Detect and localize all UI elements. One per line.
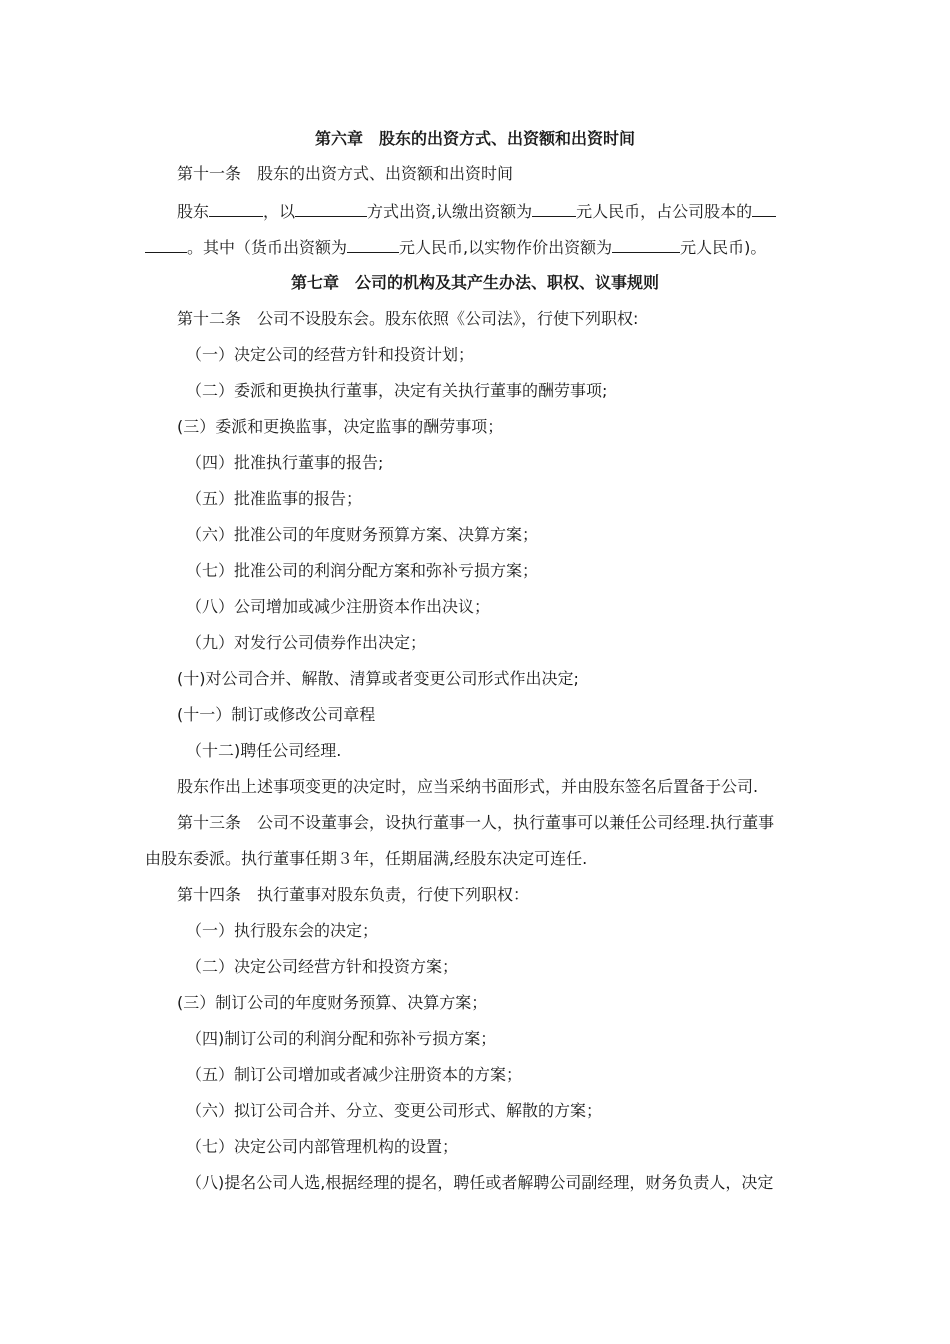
blank-share-percent-a [752, 200, 776, 217]
article-14: 第十四条 执行董事对股东负责，行使下列职权： [177, 885, 530, 904]
article-11: 第十一条 股东的出资方式、出资额和出资时间 [177, 164, 514, 183]
art12-item-5: （五）批准监事的报告； [186, 489, 363, 508]
art12-item-2: （二）委派和更换执行董事，决定有关执行董事的酬劳事项; [186, 381, 608, 400]
blank-subscribed-amount [532, 200, 576, 217]
fill-line-1: 股东 ，以 方式出资,认缴出资额为 元人民币，占公司股本的 [177, 200, 776, 224]
art14-item-8: （八)提名公司人选,根据经理的提名，聘任或者解聘公司副经理，财务负责人，决定 [186, 1173, 774, 1192]
art14-item-1: （一）执行股东会的决定； [186, 921, 379, 940]
art12-note: 股东作出上述事项变更的决定时，应当采纳书面形式，并由股东签名后置备于公司. [177, 777, 759, 796]
art12-item-3: (三）委派和更换监事，决定监事的酬劳事项； [177, 417, 504, 436]
blank-inkind-amount [612, 236, 680, 253]
art12-item-10: (十)对公司合并、解散、清算或者变更公司形式作出决定; [177, 669, 579, 688]
blank-shareholder [209, 200, 263, 217]
article-12: 第十二条 公司不设股东会。股东依照《公司法》，行使下列职权: [177, 309, 639, 328]
art14-item-4: （四)制订公司的利润分配和弥补亏损方案； [186, 1029, 497, 1048]
chapter-6-title: 第六章 股东的出资方式、出资额和出资时间 [314, 129, 635, 148]
art14-item-6: （六）拟订公司合并、分立、变更公司形式、解散的方案； [186, 1101, 603, 1120]
blank-method [295, 200, 367, 217]
fill-line-2: 。其中（货币出资额为 元人民币,以实物作价出资额为 元人民币)。 [145, 236, 766, 260]
chapter-7-title: 第七章 公司的机构及其产生办法、职权、议事规则 [290, 273, 659, 292]
art14-item-5: （五）制订公司增加或者减少注册资本的方案； [186, 1065, 523, 1084]
blank-share-percent-b [145, 236, 187, 253]
art12-item-11: (十一）制订或修改公司章程 [177, 705, 376, 724]
art14-item-2: （二）决定公司经营方针和投资方案； [186, 957, 459, 976]
art12-item-4: （四）批准执行董事的报告; [186, 453, 384, 472]
art12-item-7: （七）批准公司的利润分配方案和弥补亏损方案； [186, 561, 539, 580]
blank-cash-amount [347, 236, 399, 253]
art14-item-7: （七）决定公司内部管理机构的设置； [186, 1137, 459, 1156]
article-13-line-2: 由股东委派。执行董事任期３年，任期届满,经股东决定可连任. [145, 849, 588, 868]
art12-item-6: （六）批准公司的年度财务预算方案、决算方案； [186, 525, 539, 544]
art12-item-12: （十二)聘任公司经理. [186, 741, 342, 760]
art12-item-9: （九）对发行公司债券作出决定； [186, 633, 427, 652]
article-13-line-1: 第十三条 公司不设董事会，设执行董事一人，执行董事可以兼任公司经理.执行董事 [177, 813, 775, 832]
art12-item-8: （八）公司增加或减少注册资本作出决议； [186, 597, 491, 616]
art14-item-3: (三）制订公司的年度财务预算、决算方案； [177, 993, 488, 1012]
art12-item-1: （一）决定公司的经营方针和投资计划； [186, 345, 475, 364]
